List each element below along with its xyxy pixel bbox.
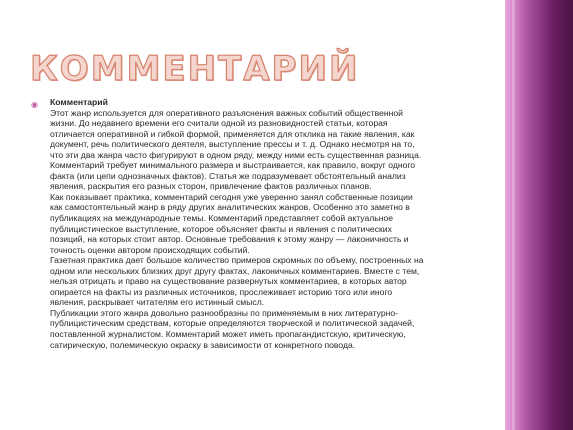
text-line: как самостоятельный жанр в ряду других аналитических жанров. Особенно это заметно в xyxy=(50,202,410,213)
bullet-icon: ◉ xyxy=(31,100,38,109)
slide-title: КОММЕНТАРИЙ xyxy=(30,49,360,89)
text-line: отличается оперативной и гибкой формой, применяется для отклика на такие явления, как xyxy=(50,128,415,139)
text-line: явления, раскрывает читателям его истинный смысл. xyxy=(50,297,265,308)
side-band-highlight xyxy=(512,0,515,430)
text-line: факта (или цепи однозначных фактов). Статья же подразумевает обстоятельный анализ xyxy=(50,170,406,181)
text-line: публицистическое выступление, которое объясняет факты и явления с политических xyxy=(50,223,392,234)
text-line: опирается на факты из различных источников, прослеживает историю того или иного xyxy=(50,286,393,297)
text-line: Как показывает практика, комментарий сегодня уже уверенно занял собственные позиции xyxy=(50,191,413,202)
text-line: одном или нескольких близких друг другу фактах, лаконичных комментариев. Вместе с тем, xyxy=(50,265,420,276)
text-line: документ, речь политического деятеля, выступление прессы и т. д. Однако несмотря на то, xyxy=(50,139,415,150)
text-line: Этот жанр используется для оперативного разъяснения важных событий общественной xyxy=(50,107,403,118)
text-line: Публикации этого жанра довольно разнообразны по применяемым в них литературно- xyxy=(50,307,398,318)
text-line: нельзя отрицать и право на существование развернутых комментариев, в которых автор xyxy=(50,276,407,287)
text-line: Газетная практика дает большое количество примеров скромных по объему, построенных на xyxy=(50,255,424,266)
body-text xyxy=(50,97,502,350)
text-line: публицистическим средствам, которые определяются творческой и политической задачей, xyxy=(50,318,415,329)
text-line: поставленной журналистом. Комментарий может иметь пропагандистскую, критическую, xyxy=(50,329,406,340)
paragraph-heading: Комментарий xyxy=(50,97,108,107)
text-line: что эти два жанра часто фигурируют в одном ряду, между ними есть существенная разница. xyxy=(50,149,422,160)
decorative-side-band xyxy=(505,0,573,430)
text-line: позиций, на которых стоит автор. Основные требования к этому жанру — лаконичность и xyxy=(50,234,409,245)
text-line: публикациях на международные темы. Комментарий представляет собой актуальное xyxy=(50,213,394,224)
text-line: жизни. До недавнего времени его считали одной из разновидностей статьи, которая xyxy=(50,118,388,129)
text-line: Комментарий требует минимального размера и выстраивается, как правило, вокруг одного xyxy=(50,160,416,171)
text-line: точность оценки автором происходящих событий. xyxy=(50,244,250,255)
text-line: явления, раскрытия его разных сторон, привлечение фактов различных планов. xyxy=(50,181,372,192)
text-line: сатирическую, полемическую окраску в зависимости от конкретного повода. xyxy=(50,339,356,350)
